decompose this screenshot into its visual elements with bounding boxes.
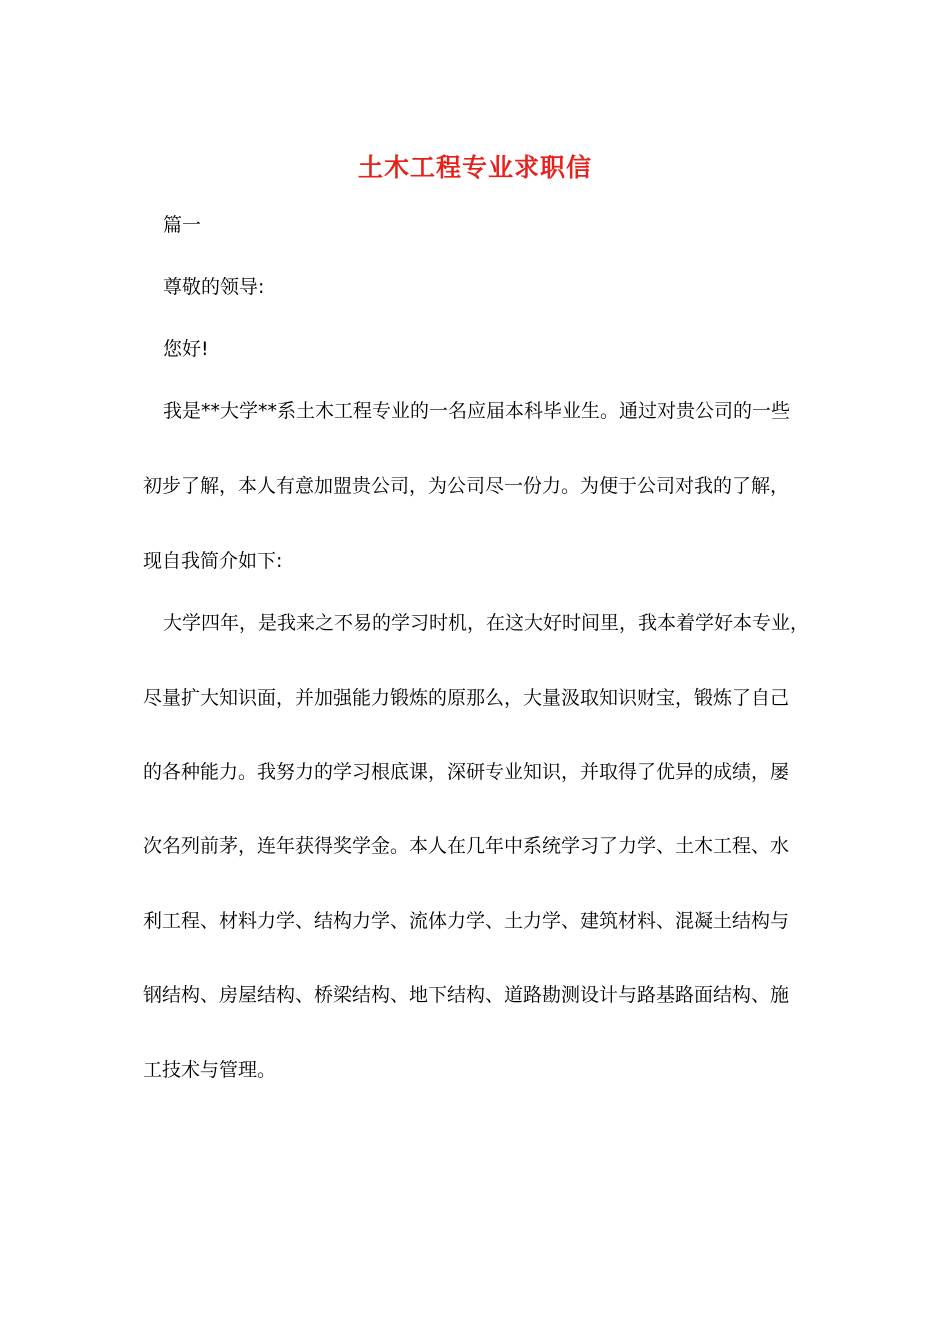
document-title: 土木工程专业求职信 (357, 153, 592, 182)
paragraph1-line: 现自我简介如下: (143, 550, 283, 572)
paragraph2-line: 尽量扩大知识面，并加强能力锻炼的原那么，大量汲取知识财宝，锻炼了自己 (143, 687, 790, 709)
paragraph2-line: 大学四年，是我来之不易的学习时机，在这大好时间里，我本着学好本专业， (163, 612, 810, 634)
paragraph2-line: 钢结构、房屋结构、桥梁结构、地下结构、道路勘测设计与路基路面结构、施 (143, 984, 790, 1006)
section-heading: 篇一 (163, 214, 202, 236)
paragraph2-line: 工技术与管理。 (143, 1059, 277, 1081)
paragraph2-line: 次名列前茅，连年获得奖学金。本人在几年中系统学习了力学、土木工程、水 (143, 835, 790, 857)
paragraph1-line: 初步了解，本人有意加盟贵公司，为公司尽一份力。为便于公司对我的了解， (143, 475, 790, 497)
salutation: 尊敬的领导: (163, 276, 265, 298)
paragraph2-line: 利工程、材料力学、结构力学、流体力学、土力学、建筑材料、混凝土结构与 (143, 910, 790, 932)
paragraph2-line: 的各种能力。我努力的学习根底课，深研专业知识，并取得了优异的成绩，屡 (143, 761, 790, 783)
greeting: 您好! (163, 338, 209, 360)
paragraph1-line: 我是**大学**系土木工程专业的一名应届本科毕业生。通过对贵公司的一些 (163, 400, 791, 422)
